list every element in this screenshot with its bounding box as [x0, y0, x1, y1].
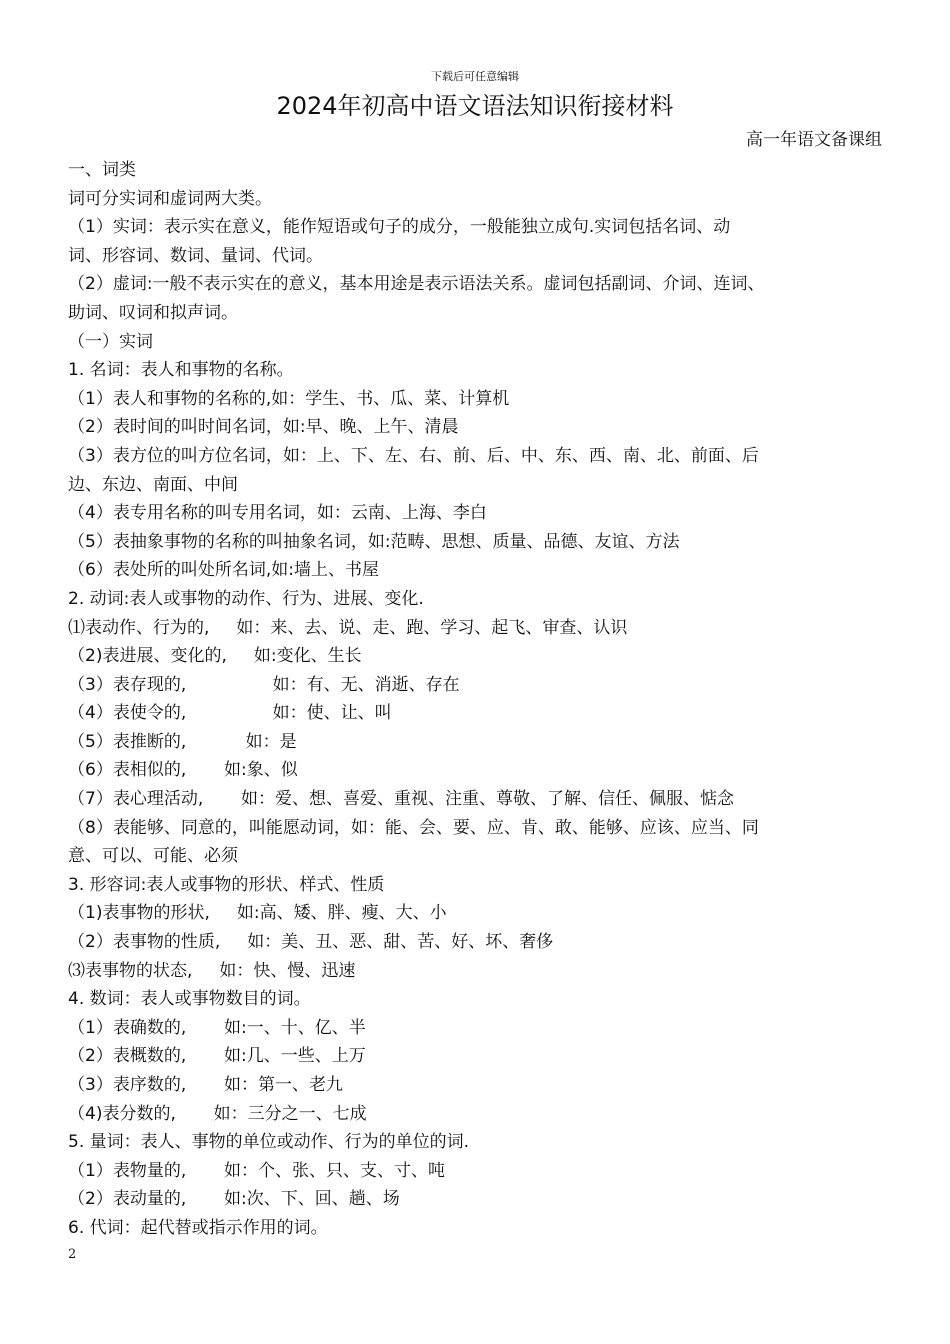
text-line: 1. 名词：表人和事物的名称。 [68, 360, 294, 381]
text-line: 词、形容词、数词、量词、代词。 [68, 245, 323, 266]
text-line: （1）表物量的, 如：个、张、只、支、寸、吨 [68, 1160, 446, 1181]
text-line: （2）表时间的叫时间名词，如:早、晚、上午、清晨 [68, 417, 459, 438]
text-line: 4. 数词：表人或事物数目的词。 [68, 989, 311, 1010]
text-line: 词可分实词和虚词两大类。 [68, 188, 272, 209]
text-line: 2. 动词:表人或事物的动作、行为、进展、变化. [68, 588, 424, 609]
text-line: （2）表事物的性质, 如：美、丑、恶、甜、苦、好、坏、奢侈 [68, 932, 554, 953]
text-line: （2）表动量的, 如:次、下、回、趟、场 [68, 1189, 400, 1210]
text-line: （2)表进展、变化的, 如:变化、生长 [68, 646, 362, 667]
text-line: （2）虚词:一般不表示实在的意义，基本用途是表示语法关系。虚词包括副词、介词、连词、 [68, 274, 765, 295]
document-title: 2024年初高中语文语法知识衔接材料 [276, 92, 674, 120]
text-line: （2）表概数的, 如:几、一些、上万 [68, 1046, 366, 1067]
text-line: 助词、叹词和拟声词。 [68, 302, 238, 323]
text-line: 一、词类 [68, 160, 136, 180]
text-line: ⑶表事物的状态, 如：快、慢、迅速 [68, 960, 356, 981]
text-line: （6）表处所的叫处所名词,如:墙上、书屋 [68, 560, 379, 581]
text-line: （1）表人和事物的名称的,如：学生、书、瓜、菜、计算机 [68, 388, 510, 409]
text-line: （5）表推断的, 如：是 [68, 731, 297, 752]
text-line: （3）表存现的, 如：有、无、消逝、存在 [68, 674, 460, 695]
text-line: （4）表专用名称的叫专用名词，如：云南、上海、李白 [68, 503, 487, 524]
text-line: 意、可以、可能、必须 [68, 846, 238, 867]
text-line: 6. 代词：起代替或指示作用的词。 [68, 1217, 328, 1238]
text-line: （1）实词：表示实在意义，能作短语或句子的成分，一般能独立成句.实词包括名词、动 [68, 217, 731, 238]
text-line: 5. 量词：表人、事物的单位或动作、行为的单位的词. [68, 1132, 470, 1153]
text-line: （1)表事物的形状, 如:高、矮、胖、瘦、大、小 [68, 903, 447, 924]
document-author: 高一年语文备课组 [746, 130, 882, 150]
header-note: 下载后可任意编辑 [431, 70, 519, 83]
text-line: （1）表确数的, 如:一、十、亿、半 [68, 1017, 366, 1038]
text-line: （5）表抽象事物的名称的叫抽象名词，如:范畴、思想、质量、品德、友谊、方法 [68, 531, 680, 552]
page-number: 2 [68, 1247, 77, 1262]
text-line: （3）表序数的, 如：第一、老九 [68, 1075, 344, 1095]
text-line: （一）实词 [68, 331, 153, 352]
text-line: （3）表方位的叫方位名词，如：上、下、左、右、前、后、中、东、西、南、北、前面、后 [68, 445, 759, 466]
text-line: （6）表相似的, 如:象、似 [68, 760, 298, 781]
text-line: 3. 形容词:表人或事物的形状、样式、性质 [68, 874, 385, 895]
text-line: （8）表能够、同意的，叫能愿动词，如：能、会、要、应、肯、敢、能够、应该、应当、同 [68, 817, 759, 838]
text-line: （7）表心理活动, 如：爱、想、喜爱、重视、注重、尊敬、了解、信任、佩服、惦念 [68, 789, 735, 810]
text-line: ⑴表动作、行为的, 如：来、去、说、走、跑、学习、起飞、审查、认识 [68, 617, 628, 638]
text-line: （4）表使令的, 如：使、让、叫 [68, 703, 392, 724]
text-line: 边、东边、南面、中间 [68, 474, 238, 495]
document-body [68, 156, 883, 1243]
text-line: （4)表分数的, 如：三分之一、七成 [68, 1103, 367, 1124]
